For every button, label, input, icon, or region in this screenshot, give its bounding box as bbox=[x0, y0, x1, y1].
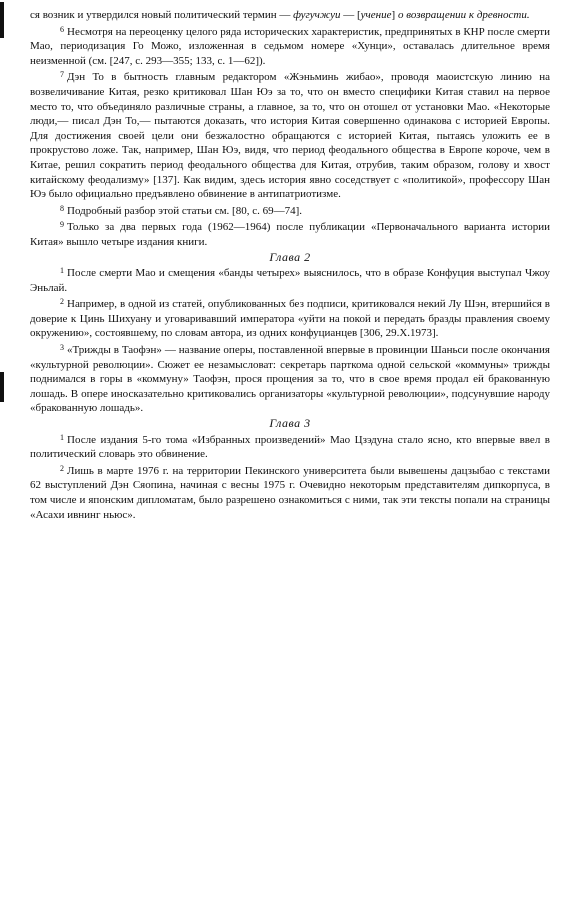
note-text: Лишь в марте 1976 г. на территории Пекинского университета были вывешены дацзыбао с текстами 62 выступлений Дэн Сяопина, начиная с весны 1975 г. Очевидно некоторым представителям дипкорпуса, в том числе и японским дипломатам, было разрешено ознакомиться с ними, так эти тексты попали на страницы «Асахи ивнинг ньюс». bbox=[30, 464, 550, 521]
note-text: После издания 5-го тома «Избранных произведений» Мао Цзэдуна стало ясно, кто впервые ввел в политический словарь это обвинение. bbox=[30, 433, 550, 461]
footnote bbox=[30, 431, 550, 462]
note-number: 3 bbox=[60, 343, 64, 353]
note-number: 2 bbox=[60, 463, 64, 473]
note-number: 6 bbox=[60, 24, 64, 34]
chapter-2-heading: Глава 2 bbox=[269, 249, 311, 264]
note-text: «Трижды в Таофэн» — название оперы, поставленной впервые в провинции Шаньси после окончания «культурной революции». Сюжет ее незамысловат: секретарь парткома одной сельской «коммуны» трижды поднимался в горы в «коммуну» Таофэн, прося прощения за то, что в свое время продал ей бракованную лошадь. В опере иносказательно критиковались организаторы «культурной революции», подсунувшие народу «бракованную лошадь». bbox=[30, 344, 550, 415]
notes-text bbox=[30, 8, 550, 522]
term-italic: фугучжуи bbox=[293, 9, 341, 21]
note-text: Только за два первых года (1962—1964) после публикации «Первоначального варианта истории Китая» вышло четыре издания книги. bbox=[30, 221, 550, 248]
note-text: Например, в одной из статей, опубликованных без подписи, критиковался некий Лу Шэн, втершийся в доверие к Цинь Шихуану и уговаривавший императора «уйти на покой и передать бразды правления своему окружению», состоявшему, по словам автора, из одних конфуцианцев [306, 29.X.1973]. bbox=[30, 298, 550, 340]
footnote bbox=[30, 264, 550, 295]
note-number: 9 bbox=[60, 220, 64, 230]
note-number: 7 bbox=[60, 70, 64, 80]
note-number: 2 bbox=[60, 297, 64, 307]
note-text: Подробный разбор этой статьи см. [80, с. 69—74]. bbox=[67, 204, 303, 217]
continued-note: ся возник и утвердился новый политический термин — фугучжуи — [учение] о возвращении к древности. bbox=[30, 9, 530, 21]
note-number: 8 bbox=[60, 203, 64, 213]
footnote bbox=[30, 295, 550, 341]
chapter-3-heading: Глава 3 bbox=[269, 416, 311, 431]
note-text: Дэн То в бытность главным редактором «Жэньминь жибао», проводя маоистскую линию на возвеличивание Китая, резко критиковал Шан Юэ за то, что он вместо специфики Китая ставил на первое место то, что объединяло различные страны, а главное, за то, что он отошел от установки Мао. «Некоторые люди,— писал Дэн То,— пытаются доказать, что история Китая совершенно одинакова с историей Европы. Для достижения своей цели они безжалостно обращаются с историей Китая, пытаясь уложить ее в прокрустово ложе. Так, например, Шан Юэ, видя, что период феодального общества в Европе короче, чем в Китае, решил сократить период феодального общества для Китая, отрубив, таким образом, голову и хвост китайскому феодализму» [137]. Как видим, здесь история явно соседствует с «политикой», профессору Шан Юэ было официально предъявлено обвинение в антипатриотизме. bbox=[30, 71, 550, 201]
note-text: Несмотря на переоценку целого ряда исторических характеристик, предпринятых в КНР после смерти Мао, периодизация Го Можо, изложенная в седьмом номере «Хунци», оставалась длительное время неизменной (см. [247, с. 293—355; 133, с. 1—62]). bbox=[30, 25, 550, 67]
note-text: После смерти Мао и смещения «банды четырех» выяснилось, что в образе Конфуция выступал Чжоу Эньлай. bbox=[30, 267, 550, 294]
footnote bbox=[30, 202, 550, 219]
footnote bbox=[30, 23, 550, 69]
binding-mark bbox=[0, 2, 4, 38]
binding-mark bbox=[0, 372, 4, 402]
footnote bbox=[30, 218, 550, 249]
footnote bbox=[30, 68, 550, 201]
note-number: 1 bbox=[60, 266, 64, 276]
footnote bbox=[30, 341, 550, 416]
footnote bbox=[30, 462, 550, 522]
note-number: 1 bbox=[60, 432, 64, 442]
